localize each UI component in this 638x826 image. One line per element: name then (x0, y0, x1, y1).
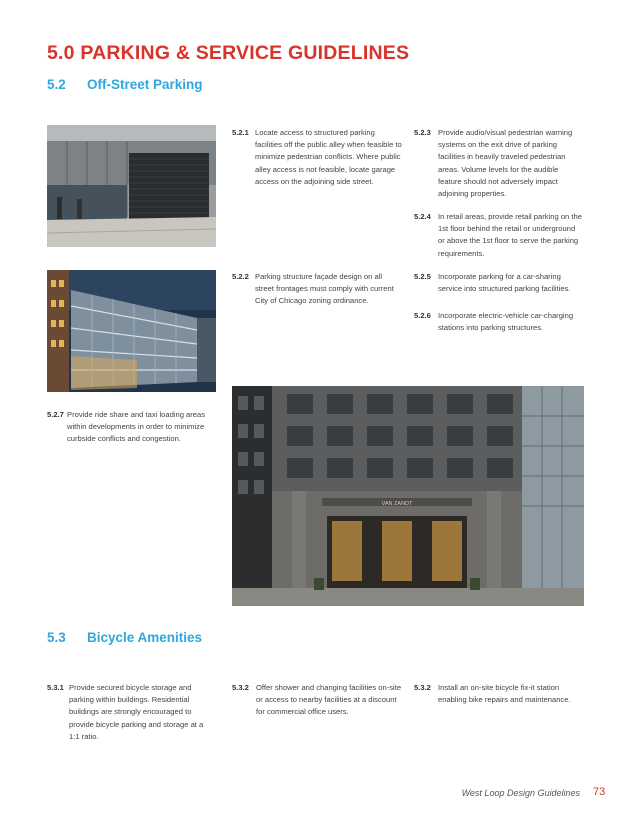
guideline-item-5-2-5 (414, 271, 584, 295)
item-number: 5.2.5 (414, 272, 431, 281)
guideline-item-5-2-2 (232, 271, 402, 308)
item-text: Offer shower and changing facilities on-site or access to nearby facilities at a discount for commercial office users. (256, 683, 402, 717)
item-number: 5.3.2 (414, 683, 431, 692)
item-number: 5.2.3 (414, 128, 431, 137)
item-number: 5.2.6 (414, 311, 431, 320)
page-title: 5.0 PARKING & SERVICE GUIDELINES (47, 42, 410, 64)
section-title: Bicycle Amenities (87, 630, 203, 645)
guideline-item-5-2-6 (414, 310, 584, 334)
section-title: Off-Street Parking (87, 77, 203, 92)
item-text: Provide secured bicycle storage and parking within buildings. Residential buildings are strongly encouraged to provide bicycle parking and storage at a 1:1 ratio. (69, 683, 204, 741)
item-text: Install an on-site bicycle fix-it station enabling bike repairs and maintenance. (438, 683, 571, 705)
item-text: In retail areas, provide retail parking on the 1st floor behind the retail or underground or above the 1st floor to serve the parking requirements. (438, 212, 582, 258)
guideline-item-5-2-3 (414, 127, 584, 200)
item-number: 5.2.4 (414, 212, 431, 221)
guideline-item-5-2-1 (232, 127, 402, 188)
building-sign: VAN ZANDT (381, 501, 413, 507)
guideline-item-5-2-7 (47, 409, 215, 446)
guideline-item-5-3-2-fixit (414, 682, 586, 706)
guideline-item-5-3-2-shower (232, 682, 402, 719)
parking-structure-facade-photo (47, 270, 216, 392)
item-text: Incorporate parking for a car-sharing service into structured parking facilities. (438, 272, 571, 294)
item-text: Locate access to structured parking facilities off the public alley when feasible to minimize pedestrian conflicts. Where public alley access is not feasible, locate garage access on the adjoining side street. (255, 128, 402, 186)
item-text: Parking structure façade design on all street frontages must comply with current City of Chicago zoning ordinance. (255, 272, 394, 306)
guideline-item-5-3-1 (47, 682, 215, 743)
item-text: Provide ride share and taxi loading areas within developments in order to minimize curbside conflicts and congestion. (67, 410, 206, 444)
item-number: 5.2.2 (232, 272, 249, 281)
item-text: Provide audio/visual pedestrian warning systems on the exit drive of parking facilities in heavily traveled pedestrian areas. Volume levels for the audible feature should not adversely impact adjoining properties. (438, 128, 573, 199)
page-number: 73 (593, 786, 606, 798)
item-number: 5.3.2 (232, 683, 249, 692)
section-number: 5.3 (47, 630, 66, 645)
section-heading-bicycle-amenities (47, 630, 202, 645)
footer-doc-title: West Loop Design Guidelines (461, 788, 580, 798)
section-number: 5.2 (47, 77, 66, 92)
building-entrance-photo (232, 386, 584, 606)
item-number: 5.2.7 (47, 410, 64, 419)
guideline-item-5-2-4 (414, 211, 584, 260)
item-text: Incorporate electric-vehicle car-charging stations into parking structures. (438, 311, 574, 333)
section-heading-off-street-parking (47, 77, 203, 92)
item-number: 5.3.1 (47, 683, 64, 692)
item-number: 5.2.1 (232, 128, 249, 137)
garage-entrance-photo (47, 125, 216, 247)
